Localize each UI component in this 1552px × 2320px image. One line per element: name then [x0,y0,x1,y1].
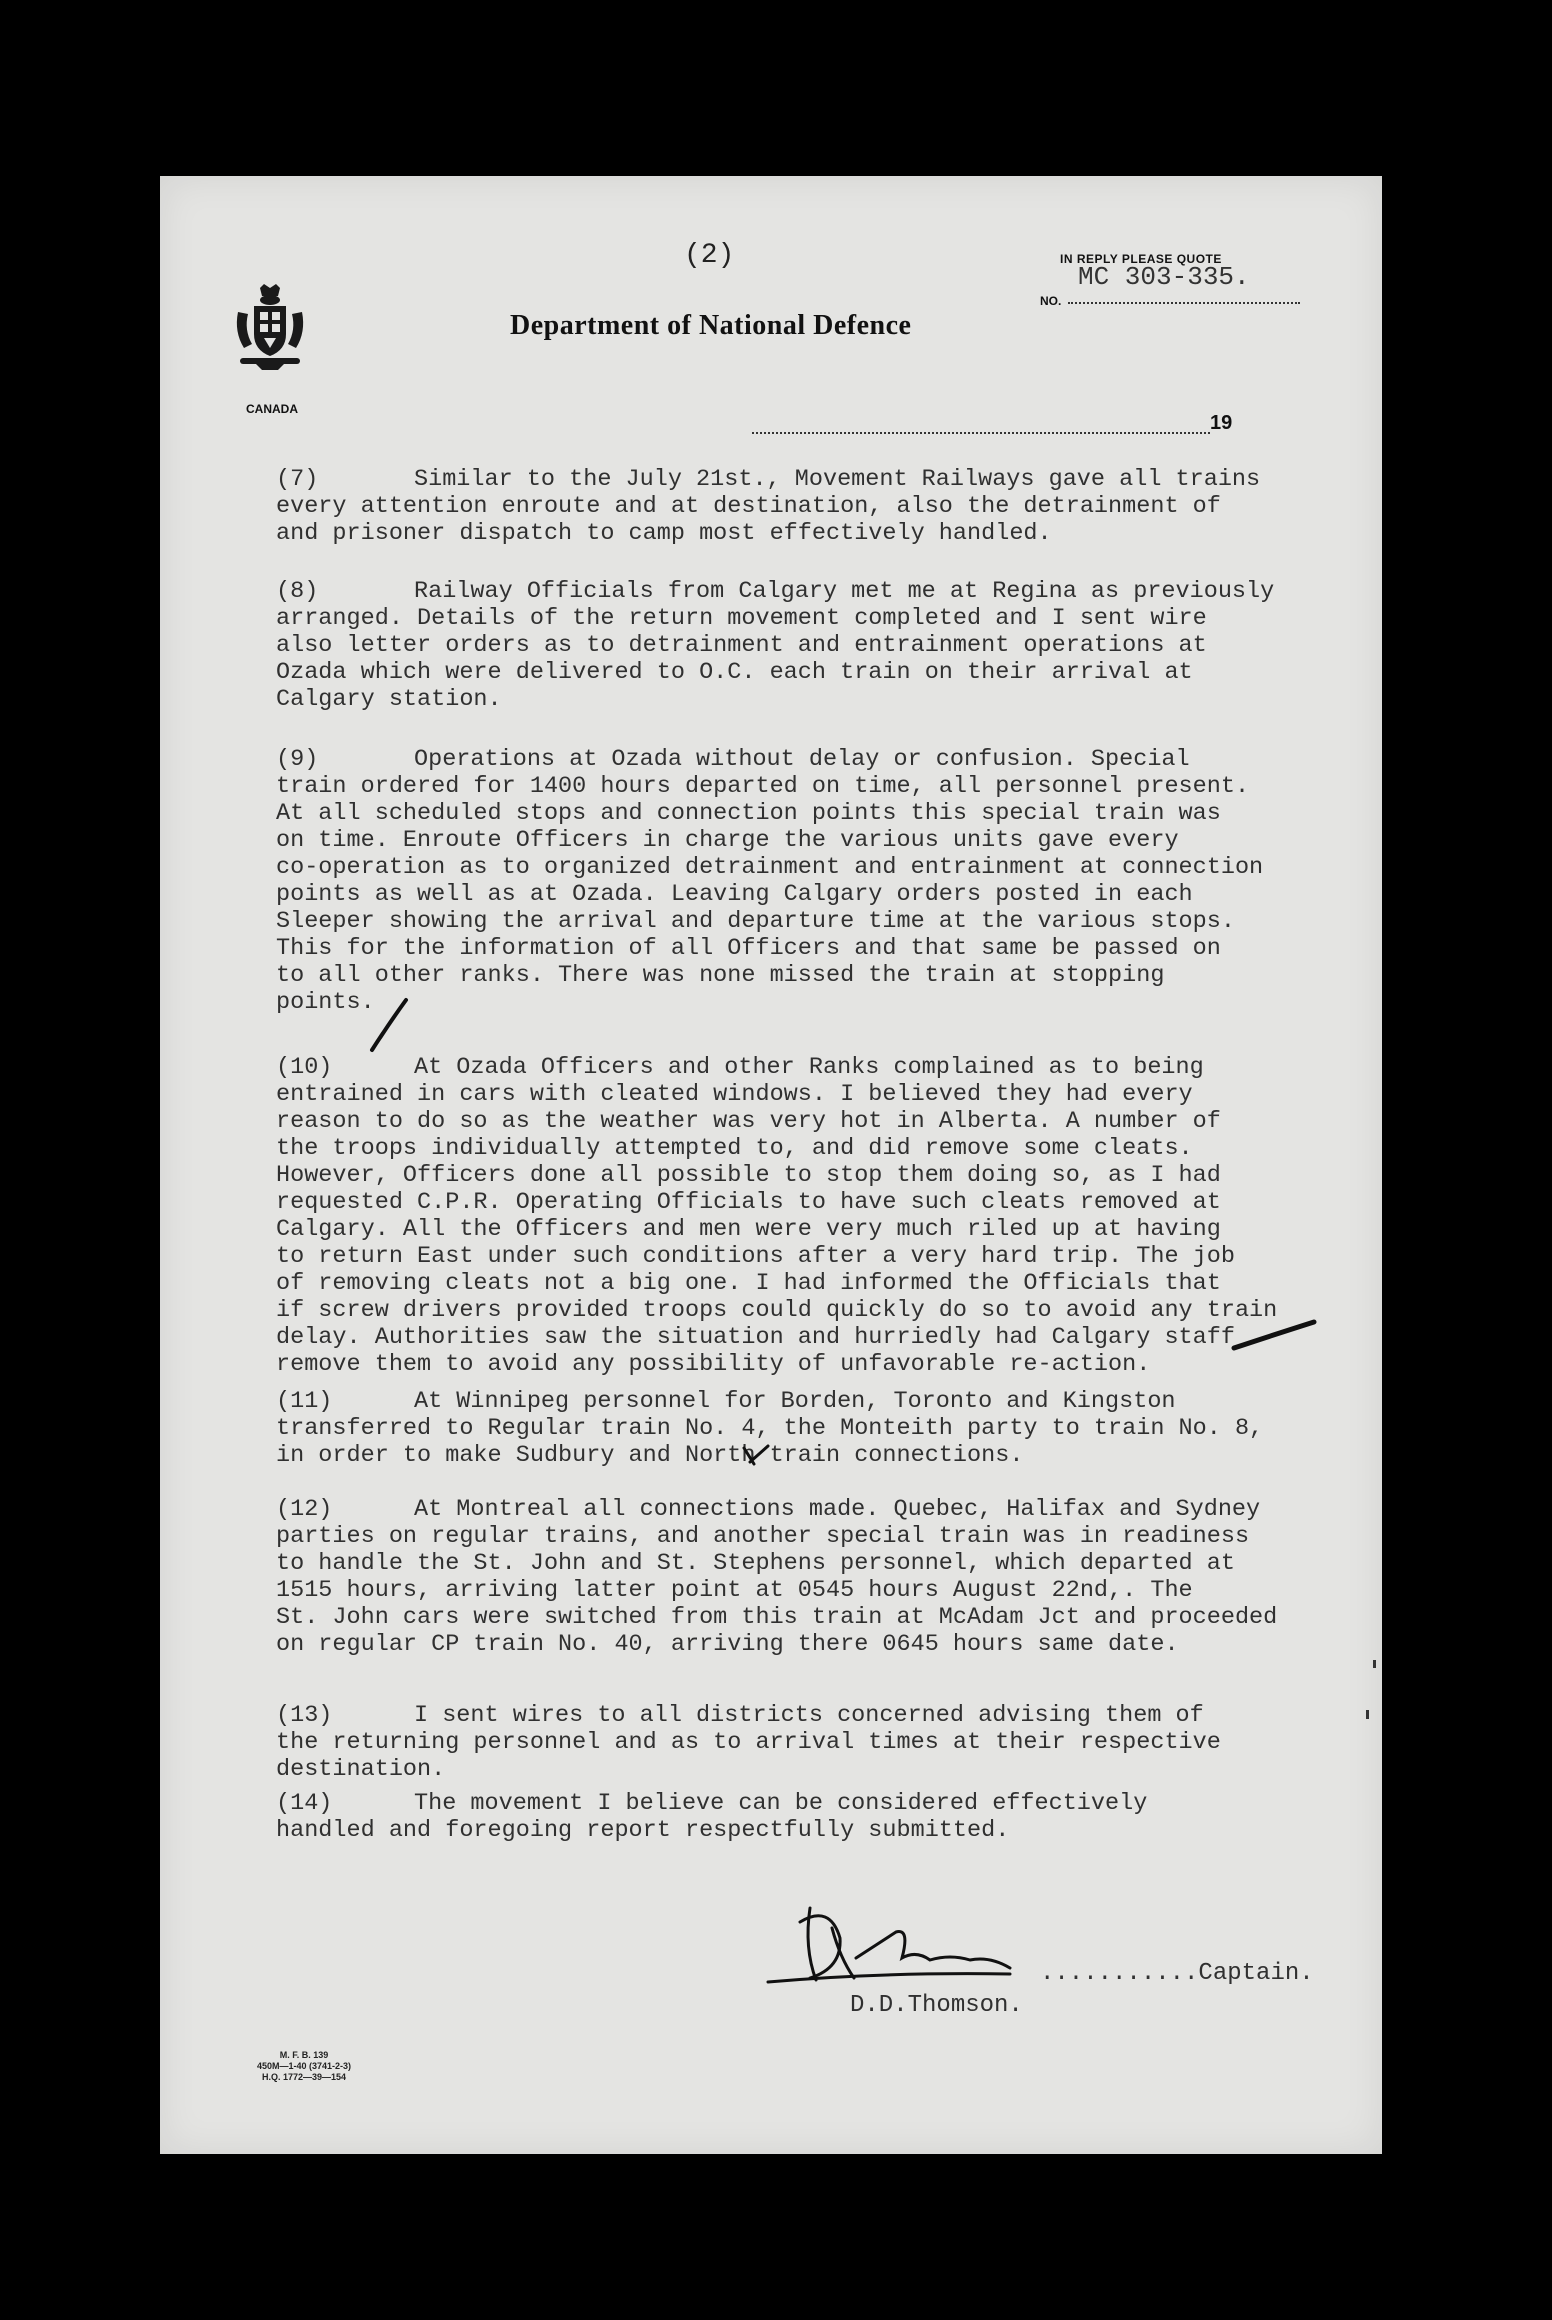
paragraph-11 [276,1388,1366,1469]
paragraph-text: Similar to the July 21st., Movement Railways gave all trains every attention enroute and at destination, also the detrainment of and prisoner dispatch to camp most effectively handled. [276,466,1261,547]
paragraph-number: (9) [276,746,319,773]
paragraph-text: At Ozada Officers and other Ranks complained as to being entrained in cars with cleated windows. I believed they had every reason to do so as the weather was very hot in Alberta. A number of the troops individually attempted to, and did remove some cleats. However, Officers done all possible to stop them doing so, as I had requested C.P.R. Operating Officials to have such cleats removed at Calgary. All the Officers and men were very much riled up at having to return East under such conditions after a very hard trip. The job of removing cleats not a big one. I had informed the Officials that if screw drivers provided troops could quickly do so to avoid any train delay. Authorities saw the situation and hurriedly had Calgary staff remove them to avoid any possibility of unfavorable re-action. [276,1054,1278,1378]
form-code-line: 450M—1-40 (3741-2-3) [256,2061,352,2071]
paragraph-number: (14) [276,1790,333,1817]
signature-rank-line: ...........Captain. [1040,1960,1314,1987]
paragraph-text: Operations at Ozada without delay or confusion. Special train ordered for 1400 hours departed on time, all personnel present. At all scheduled stops and connection points this special train was on time. Enroute Officers in charge the various units gave every co-operation as to organized detrainment and entrainment at connection points as well as at Ozada. Leaving Calgary orders posted in each Sleeper showing the arrival and departure time at the various stops. This for the information of all Officers and that same be passed on to all other ranks. There was none missed the train at stopping points. [276,746,1264,1016]
edge-mark [1373,1660,1376,1668]
paragraph-text: At Montreal all connections made. Quebec, Halifax and Sydney parties on regular trains, and another special train was in readiness to handle the St. John and St. Stephens personnel, which departed at 1515 hours, arriving latter point at 0545 hours August 22nd,. The St. John cars were switched from this train at McAdam Jct and proceeded on regular CP train No. 40, arriving there 0645 hours same date. [276,1496,1278,1658]
paragraph-number: (12) [276,1496,333,1523]
page-number: (2) [684,240,735,271]
edge-mark [1366,1710,1369,1719]
paragraph-8 [276,578,1366,713]
coat-of-arms-icon [230,282,310,372]
paragraph-number: (11) [276,1388,333,1415]
paragraph-text: At Winnipeg personnel for Borden, Toronto and Kingston transferred to Regular train No. 4, the Monteith party to train No. 8, in order to make Sudbury and North train connections. [276,1388,1264,1469]
paragraph-number: (8) [276,578,319,605]
paragraph-text: Railway Officials from Calgary met me at Regina as previously arranged. Details of the return movement completed and I sent wire also letter orders as to detrainment and entrainment operations at Ozada which were delivered to O.C. each train on their arrival at Calgary station. [276,578,1275,713]
date-dotted-line [752,432,1210,434]
paragraph-12 [276,1496,1366,1658]
pen-check-mark [360,996,420,1056]
file-number: MC 303-335. [1078,262,1250,292]
paragraph-10 [276,1054,1366,1378]
typed-signatory-name: D.D.Thomson. [850,1992,1023,2019]
form-codes [254,2050,354,2083]
handwritten-signature [760,1898,1060,1998]
form-code-line: M. F. B. 139 [279,2050,329,2060]
paragraph-number: (13) [276,1702,333,1729]
paragraph-number: (7) [276,466,319,493]
document-page [160,176,1382,2154]
paragraph-14 [276,1790,1366,1844]
paragraph-text: I sent wires to all districts concerned advising them of the returning personnel and as to arrival times at their respective destination. [276,1702,1221,1783]
paragraph-number: (10) [276,1054,333,1081]
paragraph-9 [276,746,1366,1016]
reply-quote-label: IN REPLY PLEASE QUOTE [1060,252,1222,266]
no-dotted-line [1068,302,1300,304]
paragraph-13 [276,1702,1366,1783]
year-prefix: 19 [1210,412,1233,434]
paragraph-7 [276,466,1366,547]
canada-label: CANADA [246,402,298,416]
department-heading: Department of National Defence [510,310,912,341]
pen-tick-mark [740,1442,780,1472]
paragraph-text: The movement I believe can be considered effectively handled and foregoing report respectfully submitted. [276,1790,1148,1844]
form-code-line: H.Q. 1772—39—154 [261,2072,347,2082]
no-label: NO. [1040,294,1062,308]
pen-stroke-mark [1230,1316,1320,1356]
